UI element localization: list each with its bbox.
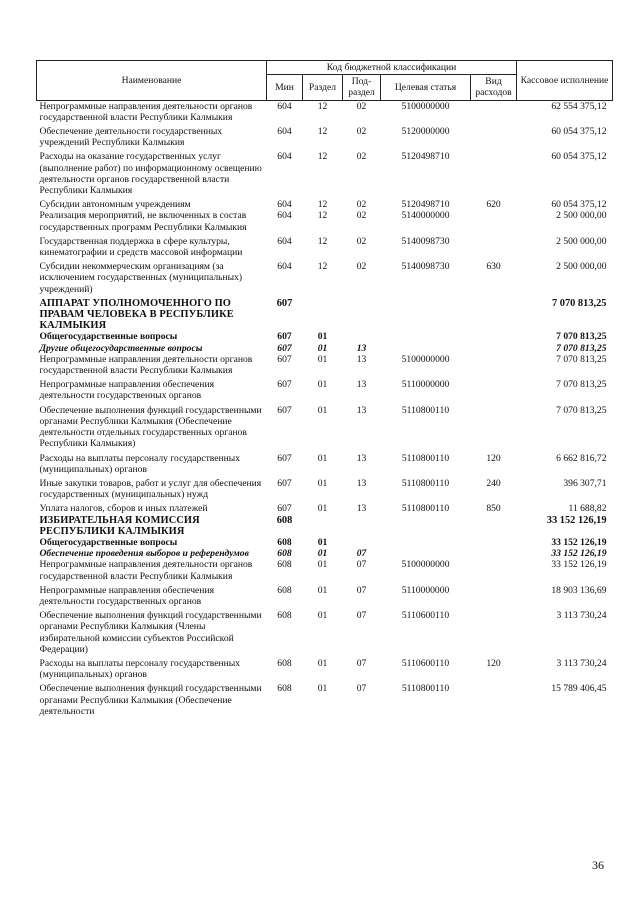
row-min: 608 xyxy=(277,584,292,596)
row-name: Расходы на оказание государственных услуг (выполнение работ) по информационному освещению деятельности органов государственной власти Республики Калмыкия xyxy=(39,151,262,197)
row-sum: 60 054 375,12 xyxy=(551,126,607,138)
row-razdel xyxy=(303,515,343,537)
row-celevaya: 5140098730 xyxy=(401,261,450,273)
row-podrazdel: 02 xyxy=(356,235,367,247)
row-celevaya: 5120498710 xyxy=(401,199,450,211)
row-razdel: 01 xyxy=(317,559,328,571)
row-name: Непрограммные направления обеспечения деятельности государственных органов xyxy=(39,379,214,402)
row-min: 608 xyxy=(277,536,292,548)
row-min: 608 xyxy=(277,657,292,669)
row-name: Обеспечение выполнения функций государственными органами Республики Калмыкия (Обеспечение деятельности xyxy=(39,683,262,717)
row-vid xyxy=(471,298,517,332)
table-row xyxy=(37,683,613,720)
table-row xyxy=(37,453,613,478)
row-sum: 33 152 126,19 xyxy=(551,559,607,571)
row-min: 607 xyxy=(277,331,292,343)
row-vid: 120 xyxy=(486,452,501,464)
header-cash: Кассовое исполнение xyxy=(517,61,613,101)
row-razdel: 01 xyxy=(317,342,328,354)
row-min: 608 xyxy=(277,683,292,695)
row-podrazdel: 07 xyxy=(356,657,367,669)
row-sum: 7 070 813,25 xyxy=(556,379,607,391)
row-podrazdel xyxy=(343,331,381,342)
row-vid xyxy=(471,331,517,342)
row-min: 604 xyxy=(277,100,292,112)
table-row xyxy=(37,298,613,332)
header-vid: Вид расходов xyxy=(471,75,517,100)
table-row xyxy=(37,236,613,261)
row-razdel xyxy=(303,298,343,332)
row-name: Расходы на выплаты персоналу государственных (муниципальных) органов xyxy=(39,452,241,475)
row-sum: 396 307,71 xyxy=(563,477,607,489)
row-vid xyxy=(471,354,517,379)
row-name: Обеспечение выполнения функций государственными органами Республики Калмыкия (Члены избирательной комиссии субъектов Российской Федерации) xyxy=(39,610,262,655)
table-row xyxy=(37,210,613,235)
table-row xyxy=(37,354,613,379)
row-vid xyxy=(471,126,517,151)
row-razdel: 01 xyxy=(317,610,328,622)
row-celevaya: 5110600110 xyxy=(401,657,450,669)
table-row xyxy=(37,478,613,503)
row-min: 604 xyxy=(277,199,292,211)
row-razdel: 01 xyxy=(317,477,328,489)
row-vid xyxy=(471,343,517,354)
row-name: Расходы на выплаты персоналу государственных (муниципальных) органов xyxy=(39,657,241,681)
row-min: 604 xyxy=(277,261,292,273)
row-celevaya: 5110600110 xyxy=(401,610,450,622)
row-podrazdel: 02 xyxy=(356,261,367,273)
row-sum: 11 688,82 xyxy=(568,503,607,515)
row-vid xyxy=(471,236,517,261)
row-podrazdel: 13 xyxy=(356,477,367,489)
row-celevaya: 5110800110 xyxy=(401,503,450,515)
row-min: 604 xyxy=(277,151,292,163)
row-razdel: 01 xyxy=(317,683,328,695)
row-razdel: 01 xyxy=(317,379,328,391)
row-sum: 60 054 375,12 xyxy=(551,151,607,163)
row-sum: 7 070 813,25 xyxy=(551,297,607,309)
row-podrazdel: 07 xyxy=(356,559,367,571)
row-min: 607 xyxy=(277,477,292,489)
row-celevaya xyxy=(381,343,471,354)
row-sum: 2 500 000,00 xyxy=(556,261,607,273)
row-name: Обеспечение выполнения функций государственными органами Республики Калмыкия (Обеспечение деятельности отдельных государственных органов Республики Калмыкия) xyxy=(39,404,262,450)
row-min: 604 xyxy=(277,235,292,247)
table-row xyxy=(37,405,613,453)
row-celevaya: 5110800110 xyxy=(401,452,450,464)
row-razdel: 01 xyxy=(317,548,328,560)
row-sum: 15 789 406,45 xyxy=(551,683,607,695)
header-min: Мин xyxy=(267,75,303,100)
row-podrazdel xyxy=(343,537,381,548)
row-podrazdel: 02 xyxy=(356,210,367,222)
table-row xyxy=(37,261,613,298)
row-vid: 850 xyxy=(486,503,501,515)
row-name: Иные закупки товаров, работ и услуг для обеспечения государственных (муниципальных) нужд xyxy=(39,477,262,501)
row-name: Непрограммные направления обеспечения деятельности государственных органов xyxy=(39,584,214,607)
row-name: Обеспечение деятельности государственных учреждений Республики Калмыкия xyxy=(39,126,223,149)
row-vid: 120 xyxy=(486,657,501,669)
row-podrazdel: 07 xyxy=(356,584,367,596)
row-name: Общегосударственные вопросы xyxy=(39,331,178,343)
row-sum: 33 152 126,19 xyxy=(551,536,607,548)
row-name: Субсидии автономным учреждениям xyxy=(39,199,191,211)
row-sum: 3 113 730,24 xyxy=(556,657,607,669)
row-razdel: 12 xyxy=(317,100,328,112)
table-row xyxy=(37,199,613,210)
row-sum: 6 662 816,72 xyxy=(556,452,607,464)
row-vid xyxy=(471,515,517,537)
row-podrazdel: 02 xyxy=(356,151,367,163)
table-row xyxy=(37,151,613,199)
row-celevaya: 5100000000 xyxy=(401,559,450,571)
row-razdel: 01 xyxy=(317,657,328,669)
row-podrazdel: 07 xyxy=(356,610,367,622)
row-podrazdel: 13 xyxy=(356,353,367,365)
row-celevaya xyxy=(381,331,471,342)
row-vid xyxy=(471,537,517,548)
row-name: Реализация мероприятий, не включенных в состав государственных программ Республики Калмыкия xyxy=(39,210,247,233)
row-vid: 620 xyxy=(486,199,501,211)
row-celevaya xyxy=(381,298,471,332)
row-celevaya: 5110000000 xyxy=(401,379,450,391)
row-celevaya: 5100000000 xyxy=(401,353,450,365)
row-podrazdel: 07 xyxy=(356,683,367,695)
row-name: Субсидии некоммерческим организациям (за исключением государственных (муниципальных) учреждений) xyxy=(39,261,243,295)
row-razdel: 12 xyxy=(317,210,328,222)
table-row xyxy=(37,379,613,404)
row-vid xyxy=(471,610,517,658)
row-celevaya: 5110800110 xyxy=(401,477,450,489)
row-podrazdel: 02 xyxy=(356,126,367,138)
row-min: 608 xyxy=(276,514,293,526)
row-min: 607 xyxy=(277,353,292,365)
row-sum: 3 113 730,24 xyxy=(556,610,607,622)
row-vid xyxy=(471,548,517,559)
row-name: Другие общегосударственные вопросы xyxy=(39,342,203,354)
row-name: АППАРАТ УПОЛНОМОЧЕННОГО ПО ПРАВАМ ЧЕЛОВЕКА В РЕСПУБЛИКЕ КАЛМЫКИЯ xyxy=(39,297,234,332)
table-body xyxy=(37,100,613,720)
row-vid: 240 xyxy=(486,477,501,489)
row-name: Непрограммные направления деятельности органов государственной власти Республики Калмыкия xyxy=(39,559,253,582)
row-celevaya: 5100000000 xyxy=(401,100,450,112)
row-vid xyxy=(471,559,517,584)
row-celevaya: 5110800110 xyxy=(401,683,450,695)
row-razdel: 12 xyxy=(317,199,328,211)
row-celevaya: 5110800110 xyxy=(401,404,450,416)
table-row xyxy=(37,585,613,610)
row-razdel: 01 xyxy=(317,353,328,365)
row-name: Непрограммные направления деятельности органов государственной власти Республики Калмыкия xyxy=(39,100,253,123)
row-razdel: 01 xyxy=(317,452,328,464)
row-vid xyxy=(471,151,517,199)
row-sum: 7 070 813,25 xyxy=(556,342,607,354)
header-razdel: Раздел xyxy=(303,75,343,100)
row-min: 607 xyxy=(277,379,292,391)
table-row xyxy=(37,537,613,548)
row-min: 607 xyxy=(277,342,292,354)
row-vid: 630 xyxy=(486,261,501,273)
row-razdel: 01 xyxy=(317,536,328,548)
row-podrazdel: 13 xyxy=(356,503,367,515)
table-row xyxy=(37,658,613,683)
row-razdel: 12 xyxy=(317,151,328,163)
row-podrazdel: 13 xyxy=(356,404,367,416)
row-podrazdel: 13 xyxy=(356,379,367,391)
row-name: ИЗБИРАТЕЛЬНАЯ КОМИССИЯ РЕСПУБЛИКИ КАЛМЫКИЯ xyxy=(39,514,200,537)
row-vid xyxy=(471,405,517,453)
row-min: 607 xyxy=(277,404,292,416)
table-row xyxy=(37,126,613,151)
row-vid xyxy=(471,585,517,610)
row-celevaya: 5120498710 xyxy=(401,151,450,163)
row-min: 604 xyxy=(277,210,292,222)
row-celevaya: 5140000000 xyxy=(401,210,450,222)
row-name: Обеспечение проведения выборов и референдумов xyxy=(39,548,249,560)
row-vid xyxy=(471,210,517,235)
table-header xyxy=(37,61,613,101)
header-celevaya: Целевая статья xyxy=(381,75,471,100)
row-min: 608 xyxy=(277,610,292,622)
row-celevaya: 5120000000 xyxy=(401,126,450,138)
row-name: Государственная поддержка в сфере культуры, кинематографии и средств массовой информации xyxy=(39,235,243,259)
row-vid xyxy=(471,379,517,404)
row-razdel: 01 xyxy=(317,404,328,416)
table-row xyxy=(37,559,613,584)
row-podrazdel: 07 xyxy=(356,548,367,560)
budget-table xyxy=(36,60,613,720)
row-razdel: 01 xyxy=(317,503,328,515)
table-row xyxy=(37,610,613,658)
row-sum: 2 500 000,00 xyxy=(556,235,607,247)
table-row xyxy=(37,331,613,342)
row-razdel: 12 xyxy=(317,235,328,247)
row-celevaya: 5110000000 xyxy=(401,584,450,596)
row-sum: 62 554 375,12 xyxy=(551,100,607,112)
row-vid xyxy=(471,100,517,126)
row-podrazdel xyxy=(343,515,381,537)
header-code-group: Код бюджетной классификации xyxy=(267,61,517,75)
row-sum: 18 903 136,69 xyxy=(551,584,607,596)
row-razdel: 01 xyxy=(317,584,328,596)
row-sum: 2 500 000,00 xyxy=(556,210,607,222)
row-razdel: 12 xyxy=(317,261,328,273)
row-podrazdel: 13 xyxy=(356,452,367,464)
header-podrazdel: Под-раздел xyxy=(343,75,381,100)
row-min: 607 xyxy=(277,503,292,515)
table-row xyxy=(37,100,613,126)
row-name: Общегосударственные вопросы xyxy=(39,536,178,548)
table-row xyxy=(37,343,613,354)
row-min: 608 xyxy=(277,548,292,560)
table-row xyxy=(37,503,613,514)
row-min: 607 xyxy=(276,297,293,309)
table-row xyxy=(37,515,613,537)
row-name: Уплата налогов, сборов и иных платежей xyxy=(39,503,208,515)
row-celevaya: 5140098730 xyxy=(401,235,450,247)
row-name: Непрограммные направления деятельности органов государственной власти Республики Калмыкия xyxy=(39,353,253,377)
row-sum: 60 054 375,12 xyxy=(551,199,607,211)
table-row xyxy=(37,548,613,559)
row-razdel: 12 xyxy=(317,126,328,138)
row-vid xyxy=(471,683,517,720)
row-sum: 7 070 813,25 xyxy=(556,331,607,343)
row-celevaya xyxy=(381,515,471,537)
row-celevaya xyxy=(381,548,471,559)
row-sum: 7 070 813,25 xyxy=(556,404,607,416)
row-podrazdel xyxy=(343,298,381,332)
row-min: 608 xyxy=(277,559,292,571)
row-razdel: 01 xyxy=(317,331,328,343)
row-podrazdel: 02 xyxy=(356,100,367,112)
row-sum: 33 152 126,19 xyxy=(551,548,607,560)
row-min: 607 xyxy=(277,452,292,464)
header-name: Наименование xyxy=(37,61,267,101)
row-podrazdel: 02 xyxy=(356,199,367,211)
row-podrazdel: 13 xyxy=(356,342,367,354)
row-sum: 33 152 126,19 xyxy=(546,514,607,526)
page-number: 36 xyxy=(592,858,604,872)
row-min: 604 xyxy=(277,126,292,138)
row-celevaya xyxy=(381,537,471,548)
row-sum: 7 070 813,25 xyxy=(556,353,607,365)
